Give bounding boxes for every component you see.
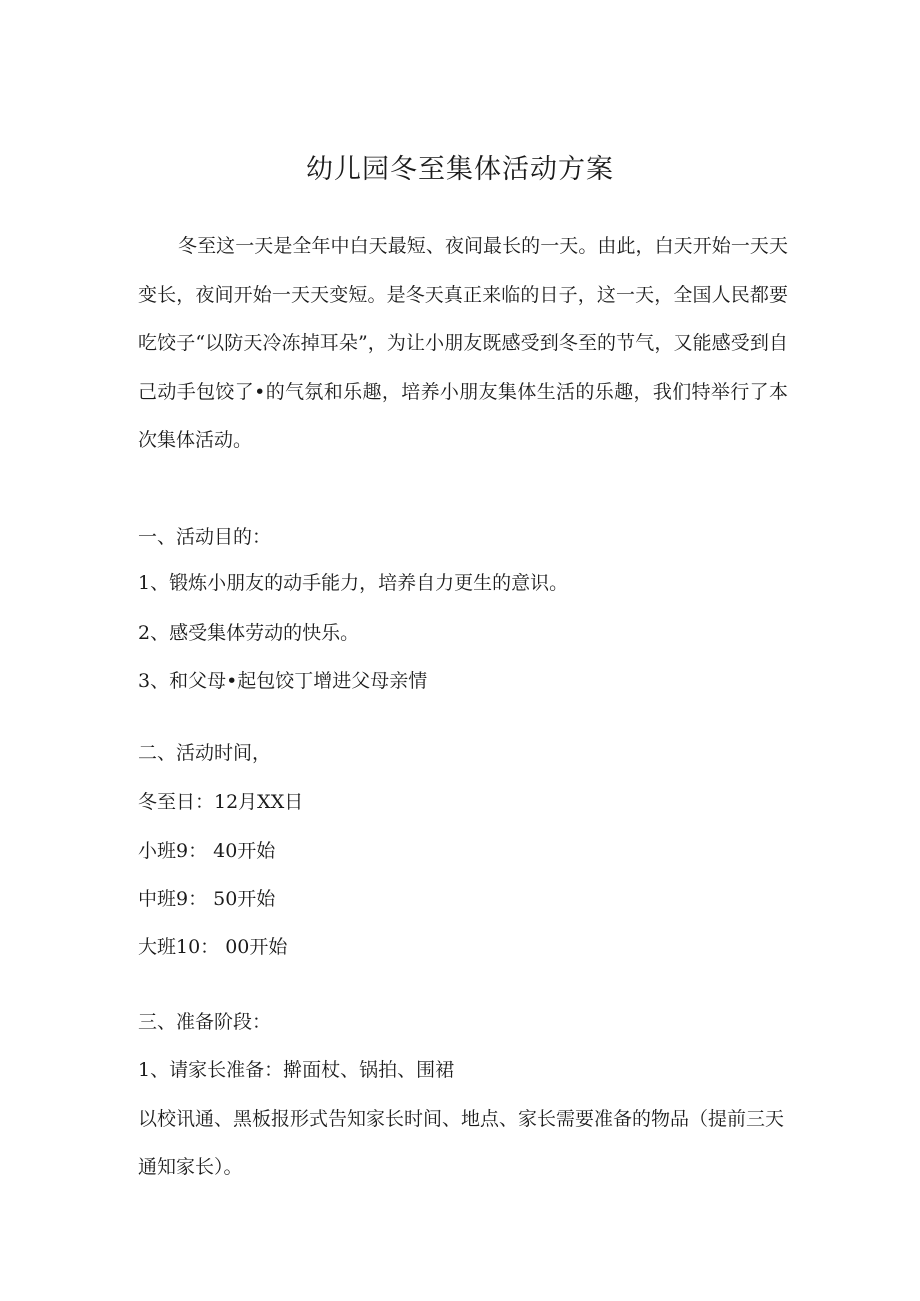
time-item-small-class: 小班9： 40开始 (138, 840, 276, 862)
section-heading-preparation: 三、准备阶段： (138, 1011, 272, 1033)
time-item-large-class: 大班10： 00开始 (138, 936, 288, 958)
preparation-note: 以校讯通、黑板报形式告知家长时间、地点、家长需要准备的物品（提前三天通知家长）。 (138, 1108, 785, 1178)
purpose-item-1: 1、锻炼小朋友的动手能力，培养自力更生的意识。 (138, 572, 569, 594)
section-heading-time: 二、活动时间， (138, 742, 272, 764)
document-title: 幼儿园冬至集体活动方案 (306, 154, 614, 185)
time-item-middle-class: 中班9： 50开始 (138, 888, 276, 910)
intro-paragraph: 冬至这一天是全年中白天最短、夜间最长的一天。由此，白天开始一天天变长，夜间开始一天天变短。是冬天真正来临的日子，这一天，全国人民都要吃饺子“以防天冷冻掉耳朵”，为让小朋友既感受到冬至的节气，又能感受到自己动手包饺了•的气氛和乐趣，培养小朋友集体生活的乐趣，我们特举行了本次集体活动。 (138, 235, 788, 451)
section-heading-purpose: 一、活动目的： (138, 526, 272, 548)
purpose-item-2: 2、感受集体劳动的快乐。 (138, 622, 360, 644)
preparation-item-1: 1、请家长准备：擀面杖、锅拍、围裙 (138, 1059, 455, 1081)
time-item-date: 冬至日：12月XX日 (138, 791, 304, 813)
purpose-item-3: 3、和父母•起包饺丁增进父母亲情 (138, 670, 428, 692)
